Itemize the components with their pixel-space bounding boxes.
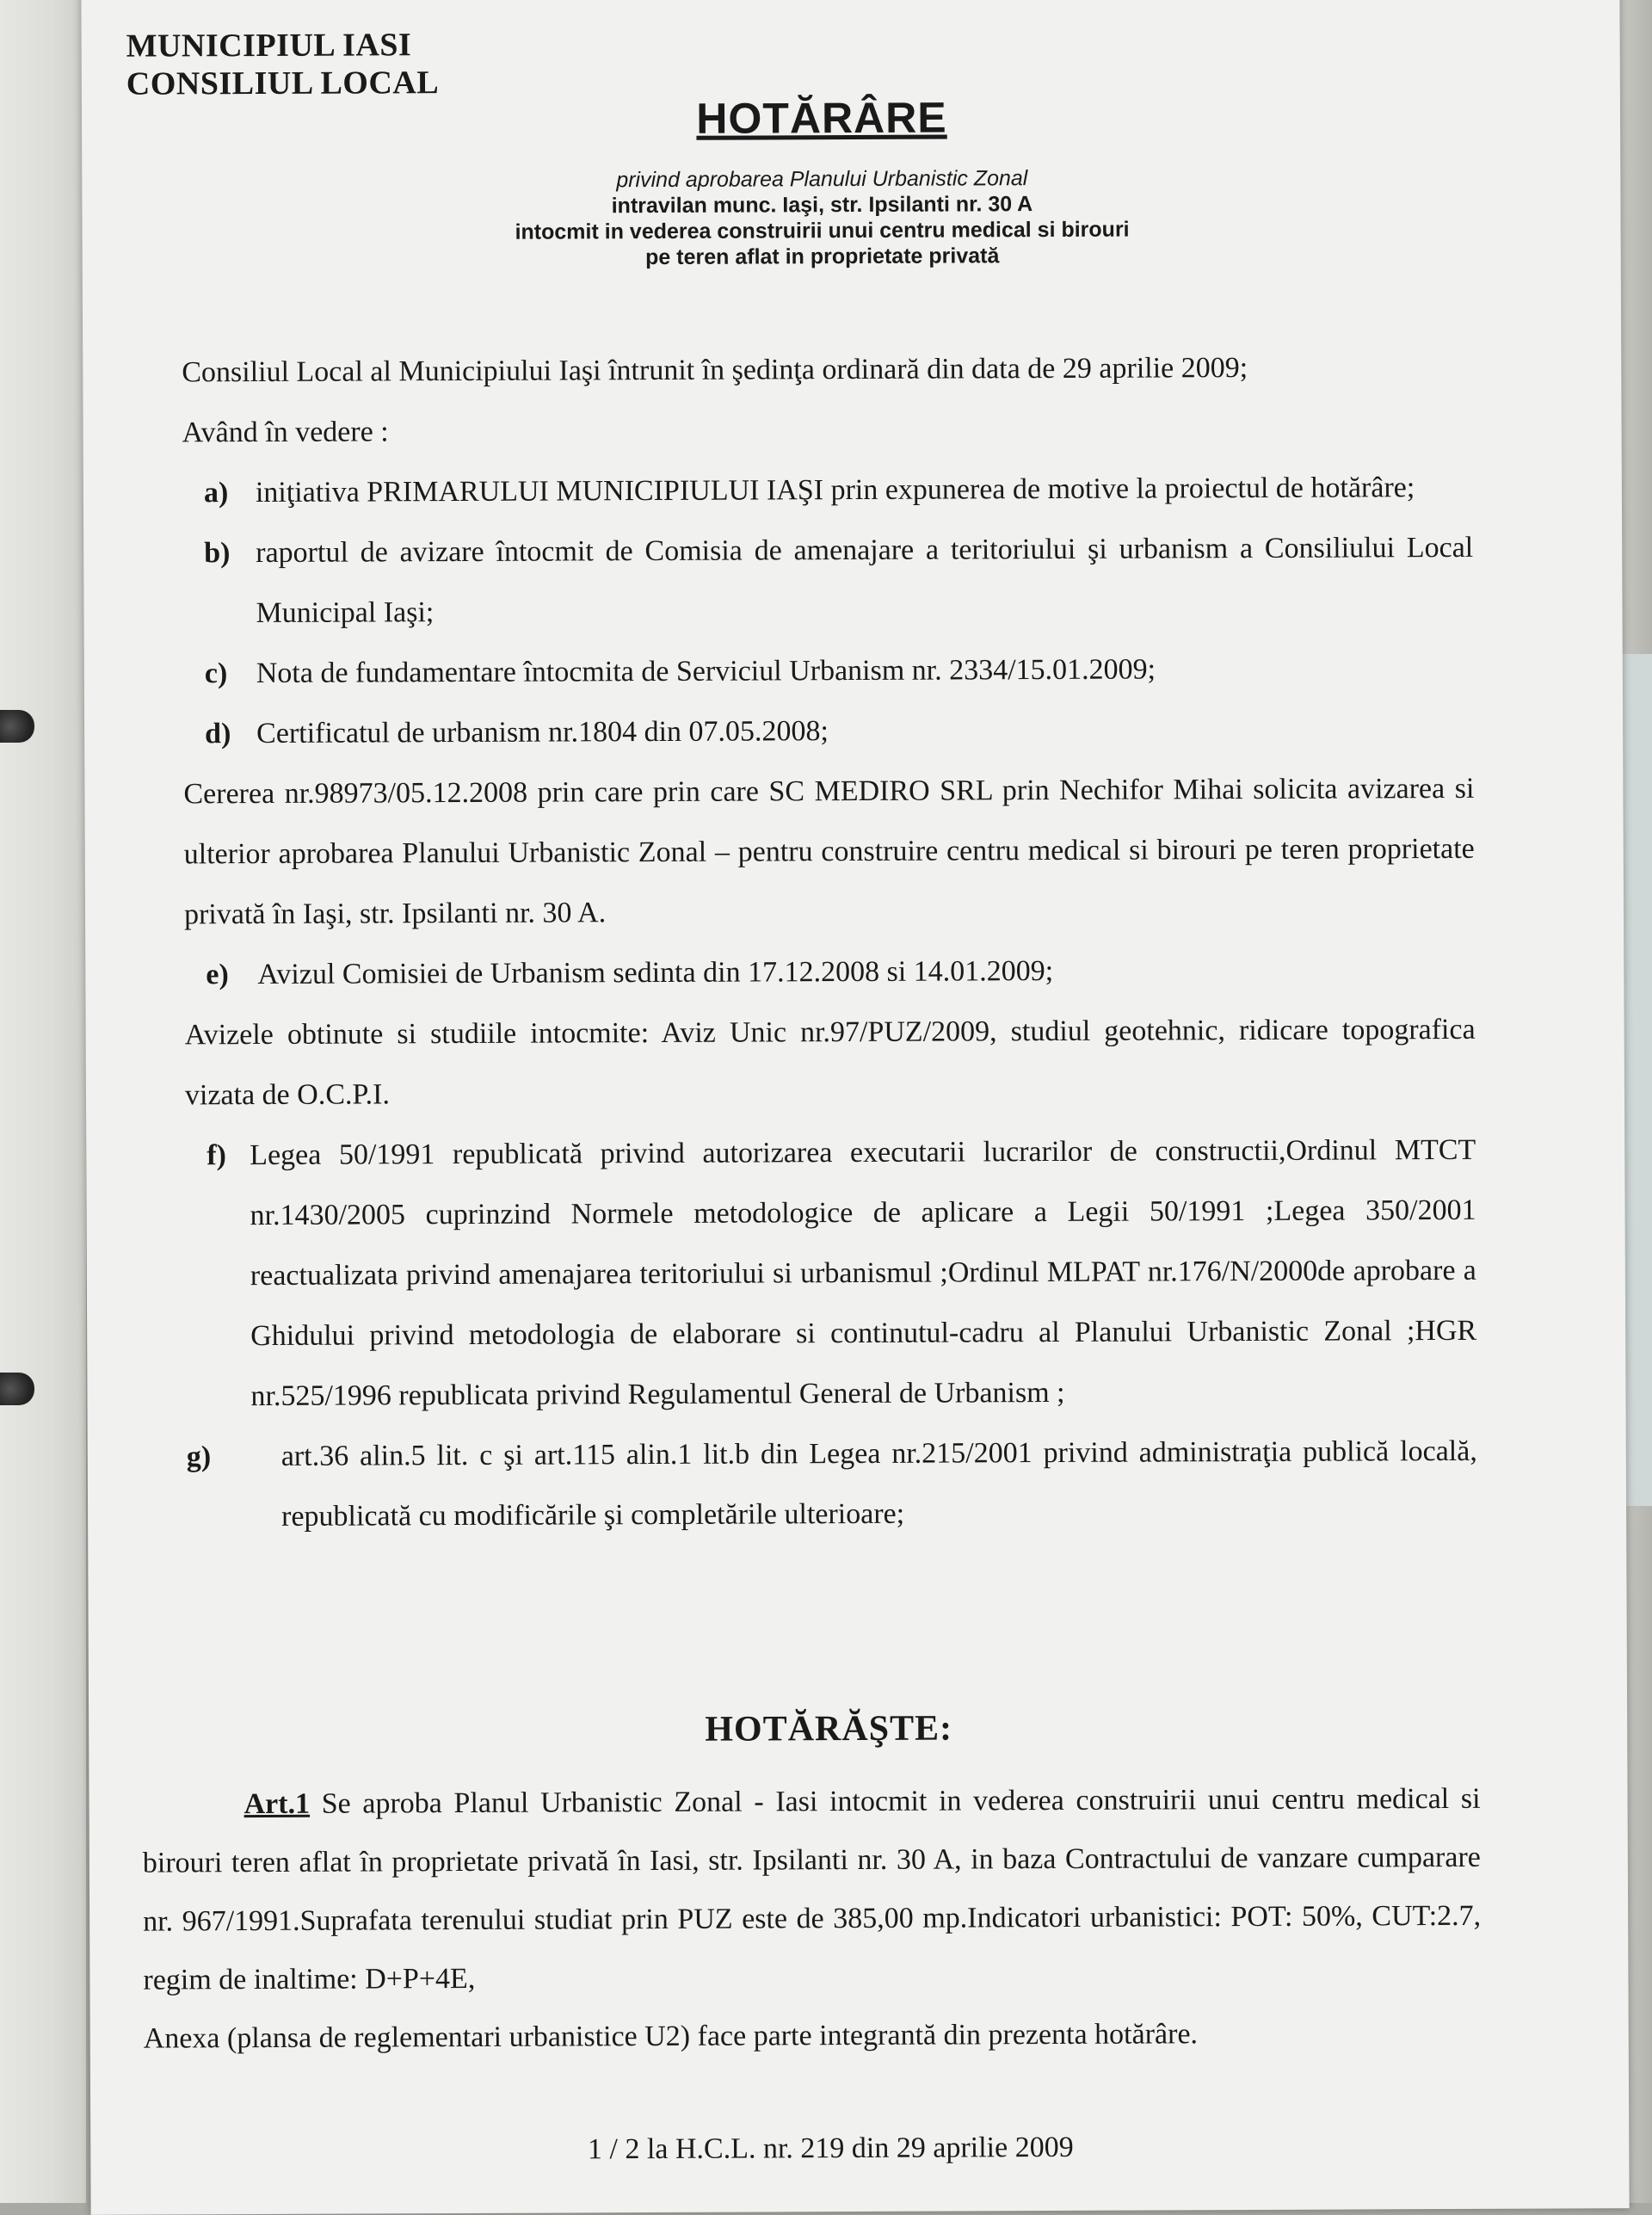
list-item-text: Legea 50/1991 republicată privind autorizarea executarii lucrarilor de constructii,Ordinul MTCT nr.1430/2005 cuprinzind Normele metodologice de aplicare a Legii 50/1991 ;Legea 350/2001 reactualizata privind amenajarea teritoriului si urbanismul ;Ordinul MLPAT nr.176/N/2000de aprobare a Ghidului privind metodologia de elaborare si continutul-cadru al Planului Urbanistic Zonal ;HGR nr.525/1996 republicata privind Regulamentul General de Urbanism ;	[250, 1133, 1477, 1413]
decision-heading: HOTĂRĂŞTE:	[705, 1708, 953, 1749]
document-subtitle	[82, 163, 1563, 273]
list-item	[205, 639, 1474, 704]
list-item-marker: g)	[186, 1441, 212, 1473]
list-item-marker: d)	[205, 718, 231, 750]
document-body	[182, 337, 1477, 1548]
list-item-marker: e)	[206, 959, 229, 991]
annex-paragraph: Anexa (plansa de reglementari urbanistice U2) face parte integrantă din prezenta hotărâre.	[143, 2018, 1199, 2055]
list-item-text: iniţiativa PRIMARULUI MUNICIPIULUI IAŞI prin expunerea de motive la proiectul de hotărâre;	[255, 472, 1415, 509]
list-item-marker: c)	[204, 657, 228, 690]
request-paragraph: Cererea nr.98973/05.12.2008 prin care prin care SC MEDIRO SRL prin Nechifor Mihai solicita avizarea si ulterior aprobarea Planului Urbanistic Zonal – pentru construire centru medical si birouri pe teren proprietate privată în Iaşi, str. Ipsilanti nr. 30 A.	[183, 772, 1475, 931]
page-footer: 1 / 2 la H.C.L. nr. 219 din 29 aprilie 2009	[587, 2131, 1074, 2166]
list-item-text: raportul de avizare întocmit de Comisia de amenajare a teritoriului şi urbanism a Consiliului Local Municipal Iaşi;	[256, 531, 1474, 630]
document-page	[81, 0, 1629, 2215]
list-item-text: Avizul Comisiei de Urbanism sedinta din 17.12.2008 si 14.01.2009;	[257, 954, 1054, 991]
list-item	[187, 1422, 1478, 1548]
subtitle-line-2: intravilan munc. Iaşi, str. Ipsilanti nr. 30 A	[611, 192, 1033, 219]
list-item-text: Certificatul de urbanism nr.1804 din 07.05.2008;	[256, 715, 829, 750]
binder-edge	[0, 0, 86, 2203]
issuer-line-1: MUNICIPIUL IASI	[126, 27, 412, 65]
considering-heading: Având în vedere :	[182, 416, 389, 449]
article-1-paragraph	[142, 1770, 1481, 2010]
subtitle-line-4: pe teren aflat in proprietate privată	[645, 244, 1000, 270]
document-title: HOTĂRÂRE	[696, 93, 947, 143]
article-1-label: Art.1	[243, 1787, 311, 1821]
approvals-paragraph: Avizele obtinute si studiile intocmite: Aviz Unic nr.97/PUZ/2009, studiul geotehnic, ridicare topografica vizata de O.C.P.I.	[184, 1013, 1476, 1112]
list-item	[206, 940, 1475, 1005]
intro-paragraph: Consiliul Local al Municipiului Iaşi întrunit în şedinţa ordinară din data de 29 aprilie 2009;	[182, 352, 1248, 389]
list-item-marker: b)	[204, 537, 231, 570]
list-item-marker: a)	[203, 477, 229, 509]
list-item	[204, 458, 1473, 523]
binder-clip	[0, 710, 34, 743]
article-1-text: Se aproba Planul Urbanistic Zonal - Iasi intocmit in vederea construirii unui centru medical si birouri teren aflat în proprietate privată în Iasi, str. Ipsilanti nr. 30 A, in baza Contractului de vanzare cumparare nr. 967/1991.Suprafata terenului studiat prin PUZ este de 385,00 mp.Indicatori urbanistici: POT: 50%, CUT:2.7, regim de inaltime: D+P+4E,	[142, 1782, 1482, 1996]
list-item	[204, 518, 1474, 644]
subtitle-line-1: privind aprobarea Planului Urbanistic Zonal	[616, 166, 1028, 193]
background-folder-tab	[1622, 654, 1652, 1506]
subtitle-line-3: intocmit in vederea construirii unui centru medical si birouri	[515, 217, 1130, 244]
issuer-line-2: CONSILIUL LOCAL	[126, 65, 440, 102]
list-item-marker: f)	[206, 1139, 227, 1172]
list-item	[185, 1120, 1477, 1428]
list-item-text: art.36 alin.5 lit. c şi art.115 alin.1 lit.b din Legea nr.215/2001 privind administraţia publică locală, republicată cu modificările şi completările ulterioare;	[280, 1435, 1477, 1533]
binder-clip	[0, 1373, 34, 1405]
article-1	[142, 1770, 1481, 2069]
list-item-text: Nota de fundamentare întocmita de Serviciul Urbanism nr. 2334/15.01.2009;	[256, 653, 1156, 690]
issuer-header	[126, 26, 440, 103]
list-item	[205, 699, 1474, 764]
